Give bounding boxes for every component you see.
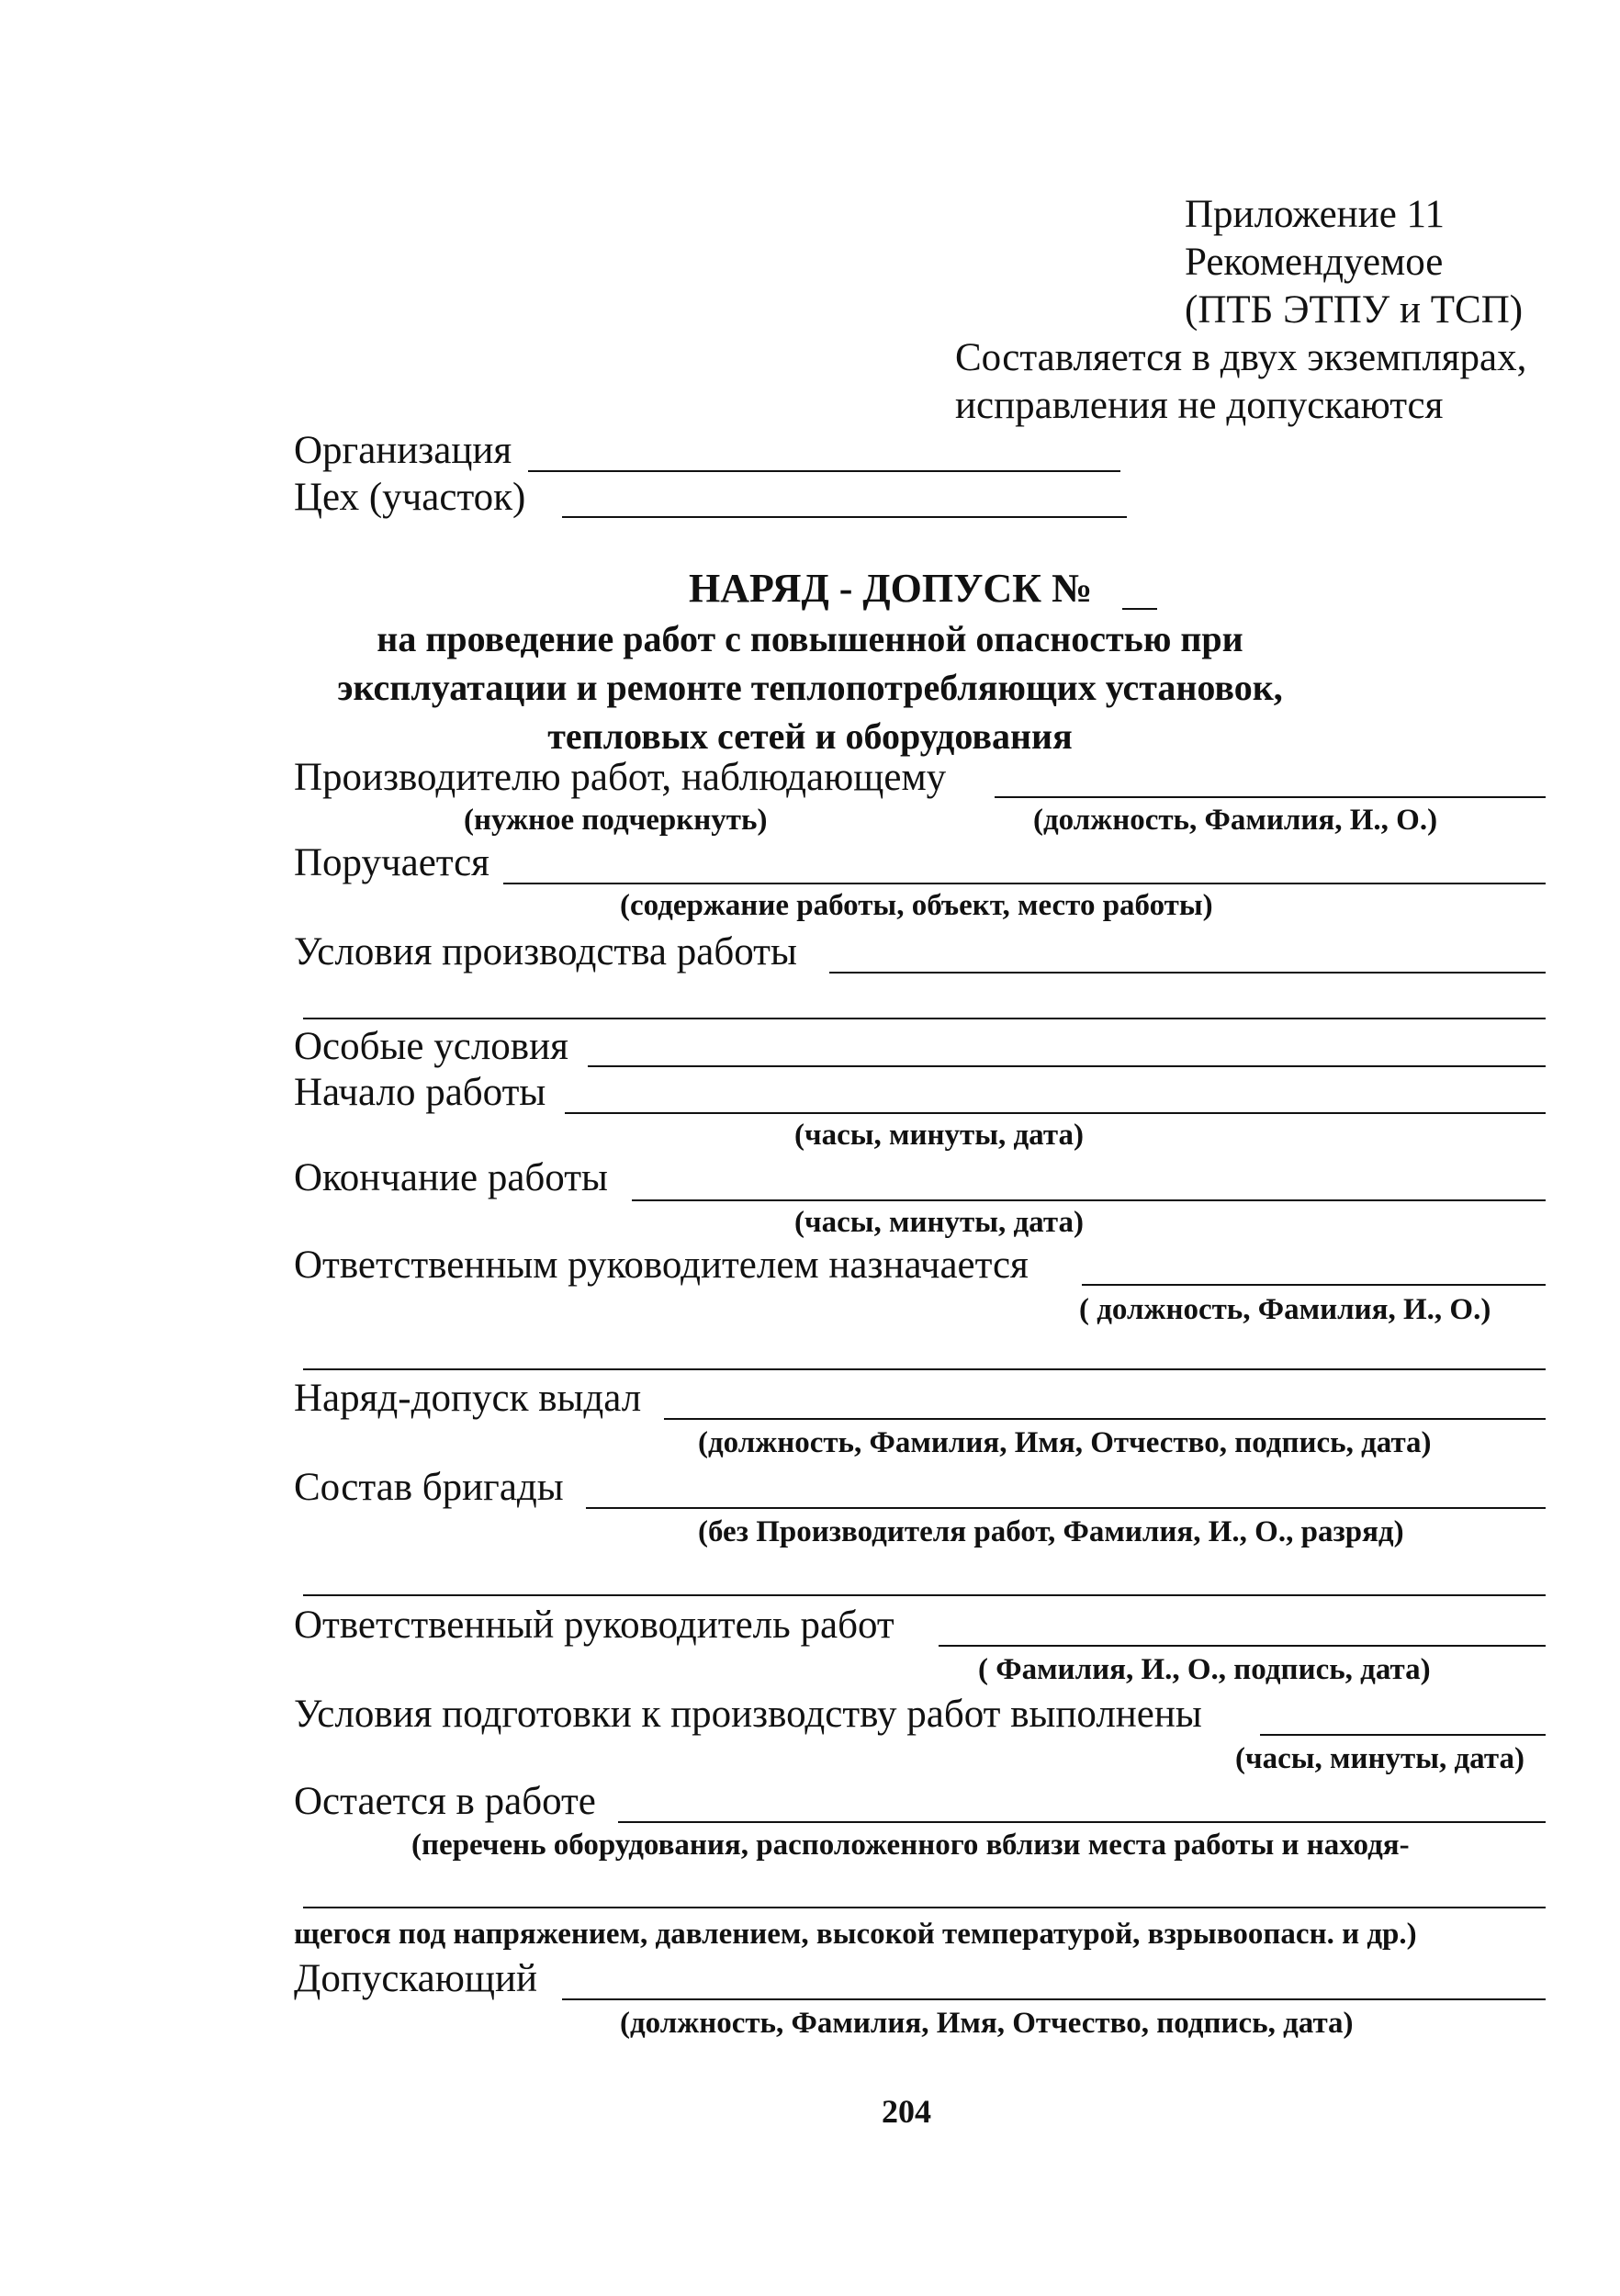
- team-field-extra[interactable]: [303, 1594, 1546, 1596]
- producer-hint-underline: (нужное подчеркнуть): [464, 804, 768, 837]
- remains-field[interactable]: [618, 1821, 1546, 1823]
- permit-subtitle-2: эксплуатации и ремонте теплопотребляющих установок,: [337, 667, 1283, 708]
- preparation-hint: (часы, минуты, дата): [1235, 1742, 1524, 1775]
- appendix-number: Приложение 11: [1185, 193, 1445, 236]
- team-hint: (без Производителя работ, Фамилия, И., О., разряд): [698, 1515, 1404, 1548]
- manager-field[interactable]: [1082, 1284, 1546, 1286]
- start-field[interactable]: [565, 1112, 1546, 1114]
- end-label: Окончание работы: [294, 1156, 608, 1199]
- page-number: 204: [882, 2093, 931, 2130]
- responsible-label: Ответственный руководитель работ: [294, 1604, 894, 1647]
- start-hint: (часы, минуты, дата): [794, 1119, 1084, 1152]
- copies-note: Составляется в двух экземплярах,: [955, 336, 1527, 379]
- preparation-field[interactable]: [1260, 1734, 1546, 1736]
- end-hint: (часы, минуты, дата): [794, 1206, 1084, 1239]
- appendix-source: (ПТБ ЭТПУ и ТСП): [1185, 288, 1524, 332]
- workshop-field[interactable]: [562, 516, 1127, 518]
- workshop-label: Цех (участок): [294, 476, 526, 519]
- issued-label: Наряд-допуск выдал: [294, 1377, 642, 1420]
- special-field[interactable]: [588, 1065, 1546, 1067]
- organization-label: Организация: [294, 429, 512, 472]
- assigned-hint: (содержание работы, объект, место работы): [620, 889, 1213, 922]
- producer-hint-position: (должность, Фамилия, И., О.): [1033, 804, 1438, 837]
- corrections-note: исправления не допускаются: [955, 384, 1444, 427]
- appendix-status: Рекомендуемое: [1185, 241, 1444, 284]
- issued-field[interactable]: [664, 1418, 1546, 1420]
- remains-hint-cont: щегося под напряжением, давлением, высокой температурой, взрывоопасн. и др.): [294, 1918, 1417, 1951]
- team-label: Состав бригады: [294, 1466, 564, 1509]
- special-label: Особые условия: [294, 1025, 568, 1068]
- manager-hint: ( должность, Фамилия, И., О.): [1079, 1293, 1491, 1326]
- conditions-field-extra[interactable]: [303, 1018, 1546, 1019]
- conditions-field[interactable]: [829, 972, 1546, 974]
- remains-field-extra[interactable]: [303, 1907, 1546, 1908]
- remains-label: Остается в работе: [294, 1780, 596, 1823]
- permit-number-field[interactable]: [1122, 608, 1157, 610]
- organization-field[interactable]: [528, 470, 1120, 472]
- assigned-label: Поручается: [294, 841, 489, 884]
- issued-hint: (должность, Фамилия, Имя, Отчество, подпись, дата): [698, 1426, 1432, 1459]
- permit-title: НАРЯД - ДОПУСК №: [689, 566, 1093, 611]
- producer-label: Производителю работ, наблюдающему: [294, 756, 947, 799]
- admitter-hint: (должность, Фамилия, Имя, Отчество, подпись, дата): [620, 2007, 1354, 2040]
- start-label: Начало работы: [294, 1071, 546, 1114]
- remains-hint: (перечень оборудования, расположенного вблизи места работы и находя-: [411, 1829, 1410, 1862]
- responsible-field[interactable]: [939, 1645, 1546, 1647]
- producer-field[interactable]: [995, 796, 1546, 798]
- admitter-field[interactable]: [562, 1998, 1546, 2000]
- permit-subtitle-1: на проведение работ с повышенной опасностью при: [377, 618, 1243, 659]
- end-field[interactable]: [632, 1199, 1546, 1201]
- assigned-field[interactable]: [503, 883, 1546, 884]
- preparation-label: Условия подготовки к производству работ выполнены: [294, 1693, 1202, 1736]
- manager-field-extra[interactable]: [303, 1368, 1546, 1370]
- admitter-label: Допускающий: [294, 1957, 538, 2000]
- manager-label: Ответственным руководителем назначается: [294, 1244, 1029, 1287]
- conditions-label: Условия производства работы: [294, 930, 797, 974]
- permit-subtitle-3: тепловых сетей и оборудования: [547, 715, 1073, 757]
- responsible-hint: ( Фамилия, И., О., подпись, дата): [978, 1653, 1431, 1686]
- team-field[interactable]: [586, 1507, 1546, 1509]
